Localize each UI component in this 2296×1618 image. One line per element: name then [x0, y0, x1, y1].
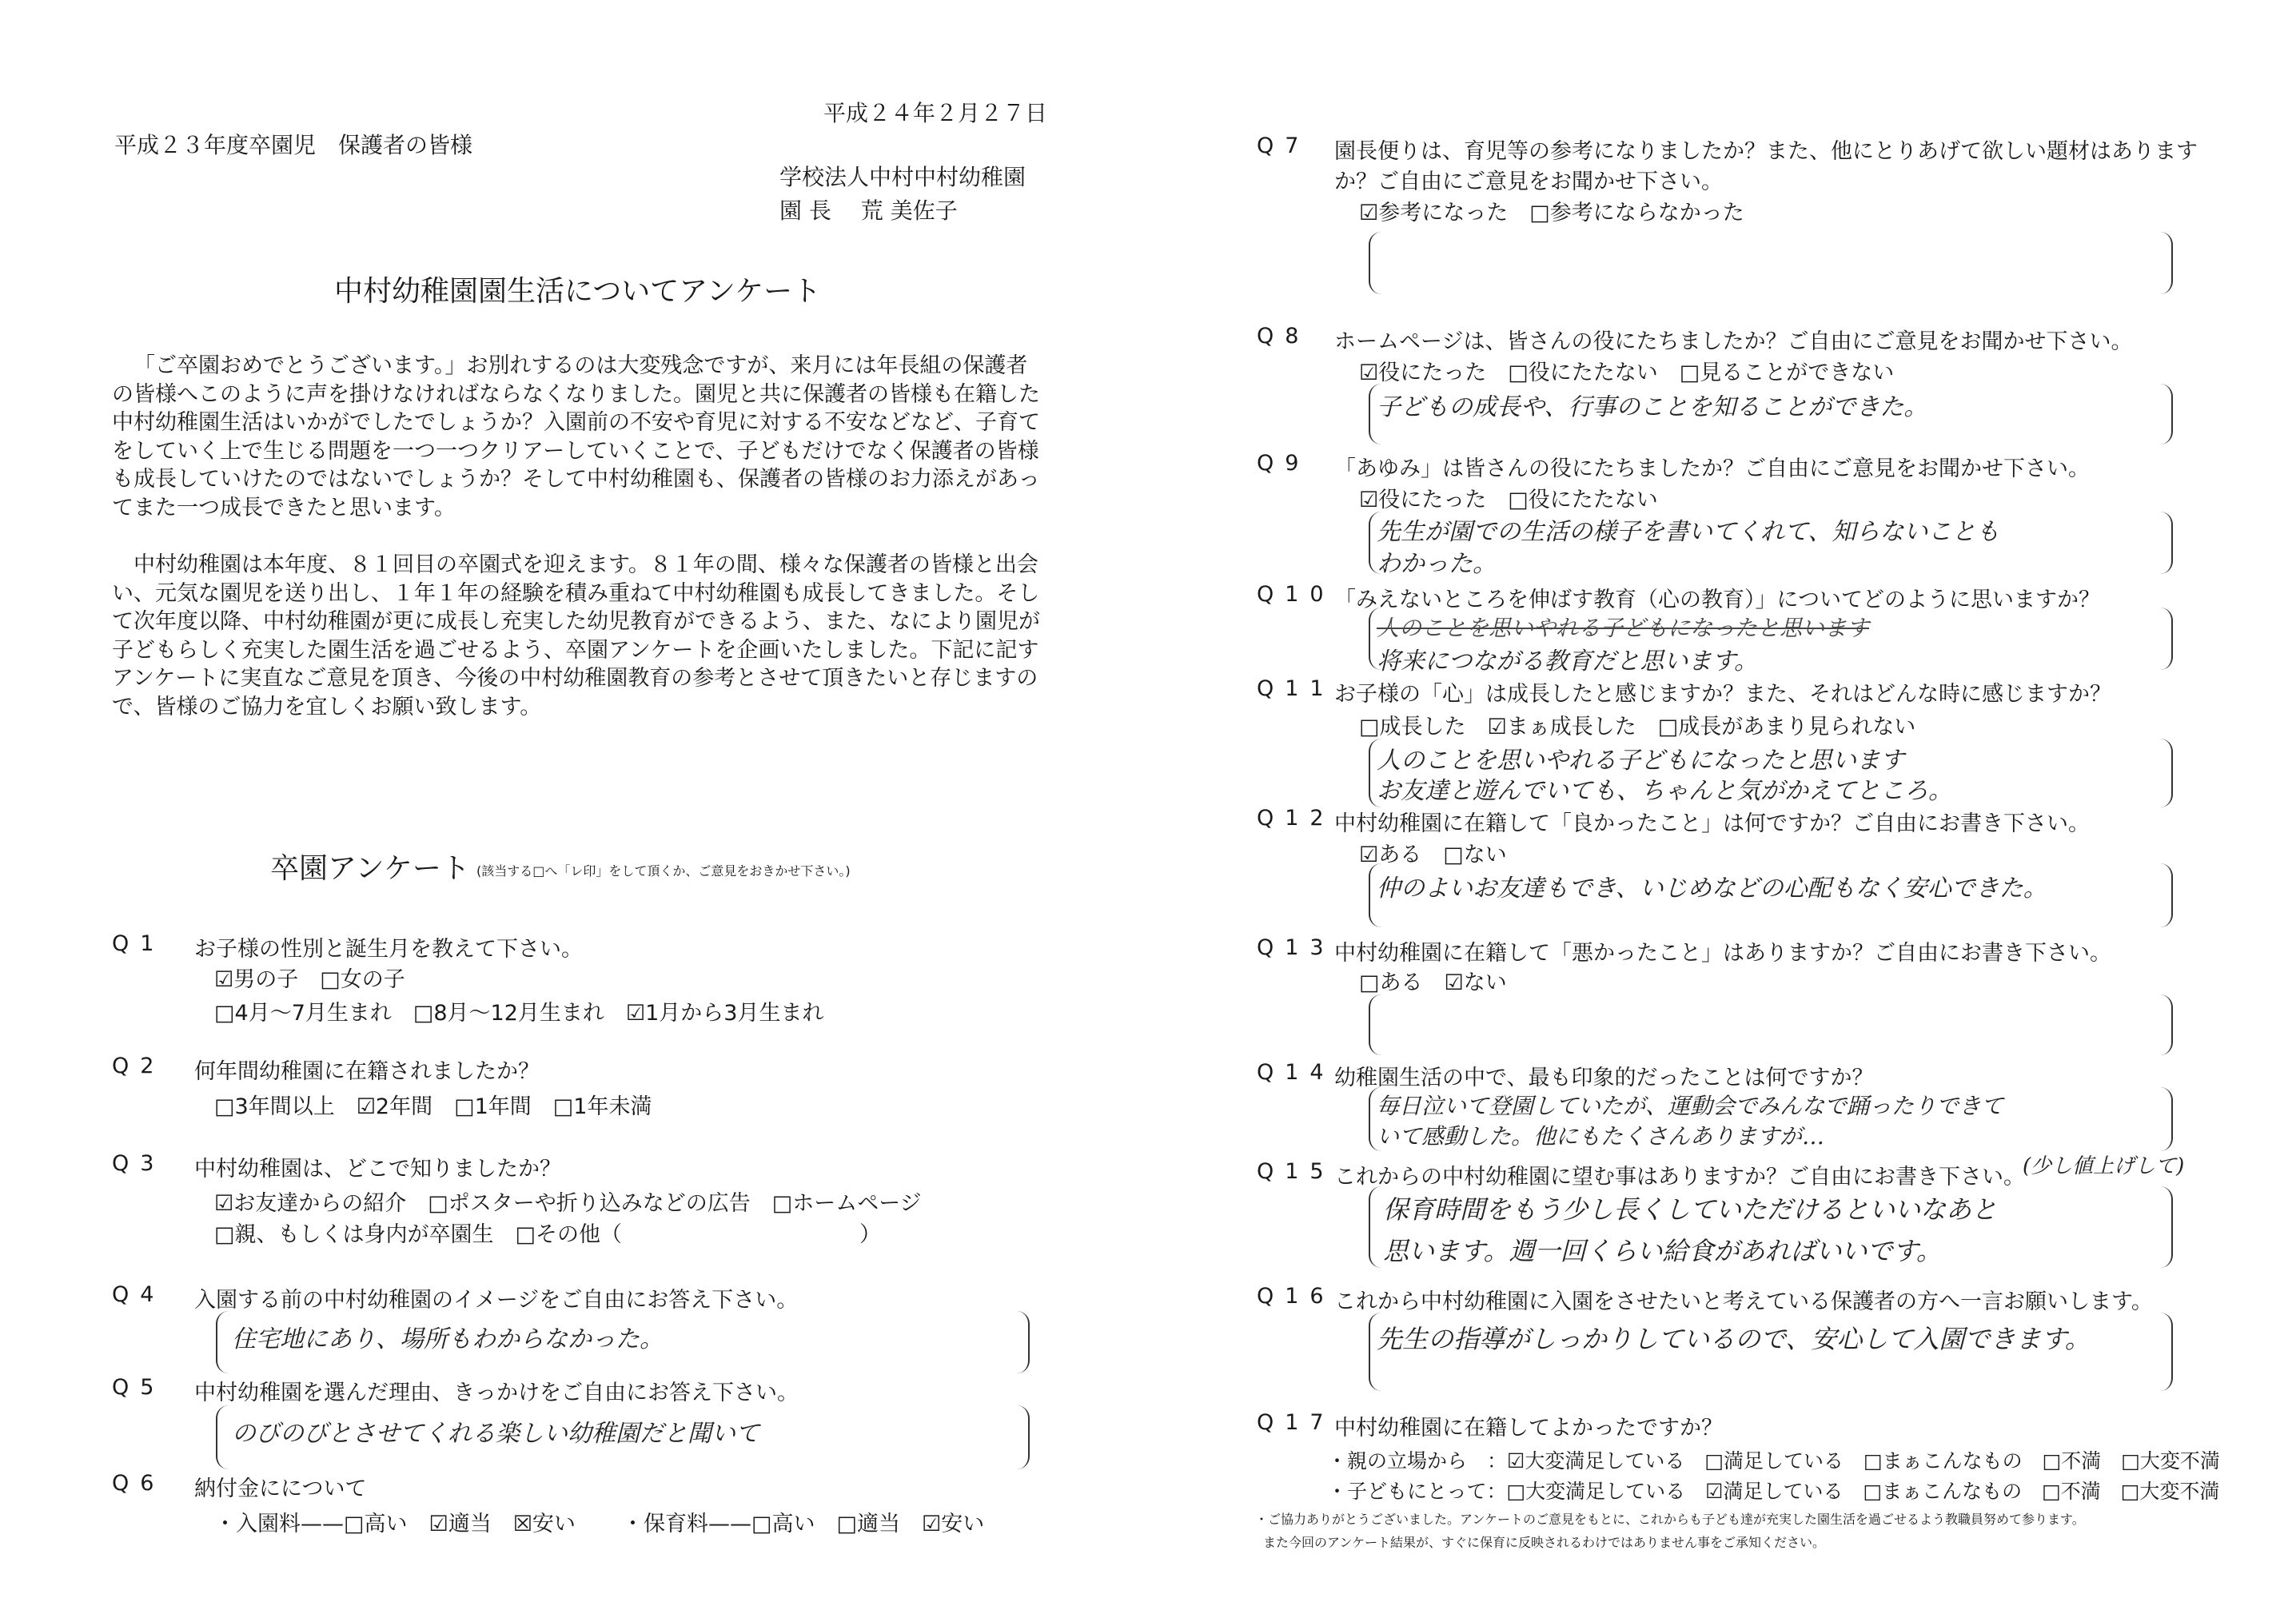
question-text: 中村幼稚園は、どこで知りましたか？ — [194, 1157, 561, 1182]
footer-note-line-1: ・ご協力ありがとうございました。アンケートのご意見をもとに、これからも子ども達が充実した園生活を過ごせるよう教職員努めて参ります。 — [1255, 1512, 2085, 1527]
document-date: 平成２４年２月２７日 — [823, 100, 1048, 126]
page-title: 中村幼稚園園生活についてアンケート — [334, 275, 822, 308]
q1-birth-month-options: □4月～7月生まれ □8月～12月生まれ ☑1月から3月生まれ — [214, 1001, 824, 1026]
question-number: Q8 — [1257, 324, 1310, 349]
q17-child-perspective-options: ・子どもにとって：□大変満足している ☑満足している □まぁこんなもの □不満 □大変不満 — [1327, 1480, 2220, 1503]
question-number: Q15 — [1257, 1159, 1335, 1184]
question-text: これからの中村幼稚園に望む事はありますか？ご自由にお書き下さい。 — [1334, 1165, 2025, 1190]
question-number: Q1 — [112, 931, 165, 956]
q14-handwritten-answer-line-2: いて感動した。他にもたくさんありますが… — [1377, 1123, 1825, 1150]
q7-question-text-continued: か？ご自由にご意見をお聞かせ下さい。 — [1334, 169, 1723, 194]
question-number: Q13 — [1257, 935, 1335, 960]
q12-handwritten-answer: 仲のよいお友達もでき、いじめなどの心配もなく安心できた。 — [1377, 875, 2047, 903]
question-number: Q12 — [1257, 806, 1335, 831]
intro-paragraph-1: 「ご卒園おめでとうございます。」お別れするのは大変残念ですが、来月には年長組の保護者の皆様へこのように声を掛けなければならなくなりました。園児と共に保護者の皆様も在籍した中村幼稚園生活はいかがでしたでしょうか？入園前の不安や育児に対する不安などなど、子育てをしていく上で生じる問題を一つ一つクリアーしていくことで、子どもだけでなく保護者の皆様も成長していけたのではないでしょうか？そして中村幼稚園も、保護者の皆様のお力添えがあってまた一つ成長できたと思います。 — [112, 353, 1040, 520]
q9-handwritten-answer-line-1: 先生が園での生活の様子を書いてくれて、知らないことも — [1377, 518, 2000, 546]
question-number: Q16 — [1257, 1284, 1335, 1309]
q11-options: □成長した ☑まぁ成長した □成長があまり見られない — [1359, 715, 1916, 739]
q6-enrollment-fee-options: ・入園料——□高い ☑適当 ☒安い — [214, 1512, 576, 1536]
question-text: 「あゆみ」は皆さんの役にたちましたか？ご自由にご意見をお聞かせ下さい。 — [1334, 456, 2090, 481]
question-number: Q17 — [1257, 1410, 1335, 1435]
question-number: Q11 — [1257, 676, 1335, 701]
question-text: 幼稚園生活の中で、最も印象的だったことは何ですか？ — [1334, 1066, 1874, 1090]
q15-handwritten-aside: (少し値上げして) — [2023, 1154, 2185, 1178]
footer-note-line-2: また今回のアンケート結果が、すぐに保育に反映されるわけではありません事をご承知ください。 — [1263, 1535, 1826, 1550]
intro-paragraph-2: 中村幼稚園は本年度、８１回目の卒園式を迎えます。８１年の間、様々な保護者の皆様と出会い、元気な園児を送り出し、１年１年の経験を積み重ねて中村幼稚園も成長してきました。そして次年度以降、中村幼稚園が更に成長し充実した幼児教育ができるよう、また、なにより園児が子どもらしく充実した園生活を過ごせるよう、卒園アンケートを企画いたしました。下記に記すアンケートに実直なご意見を頂き、今後の中村幼稚園教育の参考とさせて頂きたいと存じますので、皆様のご協力を宜しくお願い致します。 — [112, 552, 1040, 719]
question-number: Q2 — [112, 1054, 165, 1078]
q7-options: ☑参考になった □参考にならなかった — [1359, 201, 1744, 225]
question-number: Q3 — [112, 1151, 165, 1176]
survey-title: 卒園アンケート — [270, 852, 470, 885]
q2-options: □3年間以上 ☑2年間 □1年間 □1年未満 — [214, 1094, 652, 1119]
question-text: これから中村幼稚園に入園をさせたいと考えている保護者の方へ一言お願いします。 — [1334, 1289, 2153, 1314]
q9-handwritten-answer-line-2: わかった。 — [1377, 550, 1497, 578]
question-text: 納付金にについて — [194, 1477, 367, 1501]
q1-gender-options: ☑男の子 □女の子 — [214, 967, 405, 992]
q8-handwritten-answer: 子どもの成長や、行事のことを知ることができた。 — [1377, 393, 1928, 421]
principal-name: 園 長 荒 美佐子 — [779, 197, 958, 224]
question-number: Q9 — [1257, 451, 1310, 476]
q3-options-row-1: ☑お友達からの紹介 □ポスターや折り込みなどの広告 □ホームページ — [214, 1191, 922, 1216]
question-text: お子様の性別と誕生月を教えて下さい。 — [194, 937, 583, 962]
q10-handwritten-answer: 将来につながる教育だと思います。 — [1377, 648, 1758, 675]
q16-handwritten-answer: 先生の指導がしっかりしているので、安心して入園できます。 — [1377, 1324, 2091, 1354]
q17-parent-perspective-options: ・親の立場から ：☑大変満足している □満足している □まぁこんなもの □不満 □大変不満 — [1327, 1449, 2220, 1473]
question-number: Q10 — [1257, 582, 1335, 607]
recipient-line: 平成２３年度卒園児 保護者の皆様 — [114, 132, 473, 158]
q15-handwritten-answer-line-2: 思います。週一回くらい給食があればいいです。 — [1383, 1236, 1942, 1266]
question-number: Q14 — [1257, 1060, 1335, 1085]
q13-answer-box — [1369, 994, 2173, 1055]
question-number: Q7 — [1257, 134, 1310, 158]
question-text: 何年間幼稚園に在籍されましたか？ — [194, 1059, 540, 1084]
question-text: 入園する前の中村幼稚園のイメージをご自由にお答え下さい。 — [194, 1288, 799, 1313]
q13-options: □ある ☑ない — [1359, 970, 1507, 995]
question-text: 中村幼稚園に在籍して「悪かったこと」はありますか？ご自由にお書き下さい。 — [1334, 941, 2111, 966]
q3-options-row-2: □親、もしくは身内が卒園生 □その他（ ） — [214, 1222, 882, 1247]
question-number: Q6 — [112, 1471, 165, 1496]
school-name: 学校法人中村中村幼稚園 — [779, 164, 1026, 190]
question-text: 中村幼稚園を選んだ理由、きっかけをご自由にお答え下さい。 — [194, 1381, 799, 1405]
q10-struck-answer: 人のことを思いやれる子どもになったと思います — [1377, 615, 1870, 641]
q8-options: ☑役にたった □役にたたない □見ることができない — [1359, 361, 1895, 385]
q5-handwritten-answer: のびのびとさせてくれる楽しい幼稚園だと聞いて — [232, 1420, 759, 1448]
q6-tuition-fee-options: ・保育料——□高い □適当 ☑安い — [622, 1512, 985, 1536]
q4-handwritten-answer: 住宅地にあり、場所もわからなかった。 — [232, 1325, 664, 1353]
question-text: 「みえないところを伸ばす教育（心の教育）」についてどのように思いますか？ — [1334, 588, 2100, 612]
question-number: Q4 — [112, 1282, 165, 1307]
question-text: お子様の「心」は成長したと感じますか？また、それはどんな時に感じますか？ — [1334, 682, 2111, 707]
question-text: 中村幼稚園に在籍して「良かったこと」は何ですか？ご自由にお書き下さい。 — [1334, 811, 2090, 836]
q15-handwritten-answer-line-1: 保育時間をもう少し長くしていただけるといいなあと — [1383, 1194, 1998, 1225]
q11-handwritten-answer-line-2: お友達と遊んでいても、ちゃんと気がかえてところ。 — [1377, 777, 1952, 805]
q12-options: ☑ある □ない — [1359, 843, 1507, 867]
question-text: 中村幼稚園に在籍してよかったですか？ — [1334, 1416, 1723, 1441]
question-text: 園長便りは、育児等の参考になりましたか？また、他にとりあげて欲しい題材はあります — [1334, 139, 2198, 164]
question-text: ホームページは、皆さんの役にたちましたか？ご自由にご意見をお聞かせ下さい。 — [1334, 329, 2133, 354]
q7-answer-box — [1369, 232, 2173, 294]
survey-note: (該当する□へ「レ印」をして頂くか、ご意見をおきかせ下さい。) — [476, 863, 851, 879]
question-number: Q5 — [112, 1375, 165, 1400]
q14-handwritten-answer-line-1: 毎日泣いて登園していたが、運動会でみんなで踊ったりできて — [1377, 1093, 2004, 1119]
q9-options: ☑役にたった □役にたたない — [1359, 488, 1658, 512]
q11-handwritten-answer-line-1: 人のことを思いやれる子どもになったと思います — [1377, 747, 1904, 775]
